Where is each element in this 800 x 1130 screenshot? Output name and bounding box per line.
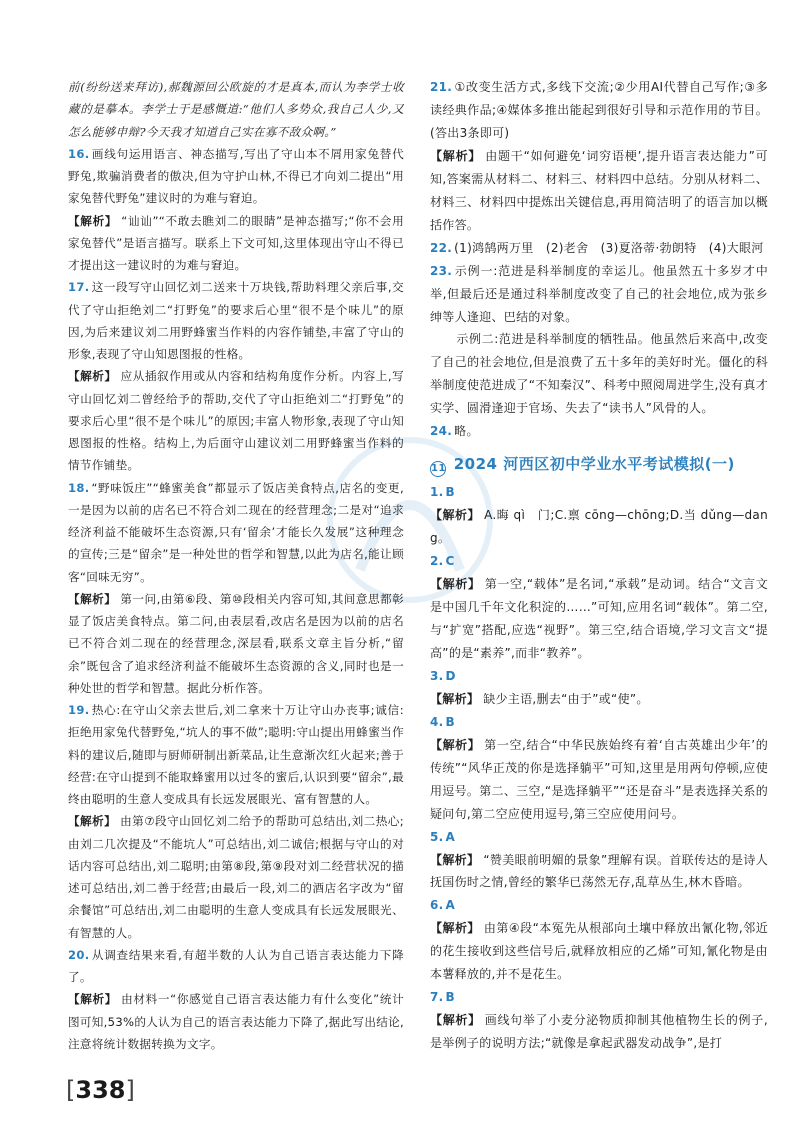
analysis-text [430,504,768,550]
analysis-text [430,917,768,986]
mc-item [430,550,768,665]
question-number: 3. [430,668,444,683]
analysis-label: 【解析】 [430,577,481,592]
right-answer-list [430,76,768,443]
answer-body: 热心:在守山父亲去世后,刘二拿来十万让守山办丧事;诚信:拒绝用家兔代替野兔,“坑人的事不做”;聪明:守山提出用蜂蜜当作料的建议后,随即与厨师研制出新菜品,让生意渐次红火起来;善于经营:在守山提到不能取蜂蜜用以过冬的蜜后,认识到要“留余”,最终由聪明的生意人变成具有长远发展眼光、富有智慧的人。 [68,703,404,806]
mc-answer: C [445,554,455,569]
question-number: 2. [430,554,444,569]
answer-item [430,237,768,260]
analysis-body: 第一空,“载体”是名词,“承载”是动词。结合“文言文是中国几千年文化积淀的……”可知,应用名词“载体”。第二空,与“扩宽”搭配,应选“视野”。第三空,结合语境,学习文言文“提高”的是“素养”,而非“教养”。 [430,577,769,660]
left-answer-list [68,143,404,1055]
answer-body: 示例一:范进是科举制度的幸运儿。他虽然五十多岁才中举,但最后还是通过科举制度改变了自己的社会地位,成为张乡绅等人逢迎、巴结的对象。 [430,263,768,324]
answer-item [430,76,768,237]
analysis-text [68,988,404,1055]
answer-item [68,477,404,700]
analysis-body: 画线句举了小麦分泌物质抑制其他植物生长的例子,是举例子的说明方法;“就像是拿起武器发动战争”,是打 [430,1013,769,1051]
answer-item [68,276,404,476]
answer-body: ①改变生活方式,多线下交流;②少用AI代替自己写作;③多读经典作品;④媒体多推出能起到很好引导和示范作用的节目。(答出3条即可) [430,80,768,140]
question-number: 21. [430,80,453,94]
mc-answer-line [430,894,768,917]
analysis-label: 【解析】 [430,852,480,867]
analysis-body: 由材料一“你感觉自己语言表达能力有什么变化”统计图可知,53%的人认为自己的语言表达能力下降了,据此写出结论,注意将统计数据转换为文字。 [68,992,404,1051]
mc-answer: A [445,898,456,913]
analysis-text [430,688,768,711]
mc-answer: B [445,714,455,729]
answer-text [430,260,768,329]
mc-answer-line [430,665,768,688]
answer-item [68,143,404,277]
mc-answer-line [430,986,768,1009]
analysis-label: 【解析】 [430,691,480,706]
answer-extra: 示例二:范进是科举制度的牺牲品。他虽然后来高中,改变了自己的社会地位,但是浪费了五十多年的美好时光。僵化的科举制度使范进成了“不知秦汉”、科考中照阅周进学生,没有真才实学、圆滑逢迎于官场、失去了“读书人”风骨的人。 [430,332,768,416]
mc-answer-line [430,826,768,849]
answer-text [430,420,768,443]
analysis-label: 【解析】 [68,814,117,829]
question-number: 20. [68,947,90,962]
question-number: 19. [68,703,90,717]
answer-text [68,276,404,365]
answer-item [68,699,404,944]
left-column [68,76,404,1055]
mc-answer: D [445,668,456,683]
mc-item [430,711,768,826]
analysis-label: 【解析】 [430,737,481,752]
mc-answer-line [430,550,768,573]
question-number: 18. [68,480,90,495]
analysis-body: 由第⑦段守山回忆刘二给予的帮助可总结出,刘二热心;由刘二几次提及“不能坑人”可总结出,刘二诚信;根据与守山的对话内容可总结出,刘二聪明;由第⑧段,第⑨段对刘二经营状况的描述可总结出,刘二善于经营;由最后一段,刘二的酒店名字改为“留余餐馆”可总结出,刘二由聪明的生意人变成具有长远发展眼光、有智慧的人。 [68,814,404,940]
analysis-text [68,810,404,944]
analysis-label: 【解析】 [430,921,480,936]
mc-item [430,986,768,1055]
multiple-choice-answers [430,481,768,1055]
answer-text [430,237,768,260]
question-number: 22. [430,240,453,255]
answer-body: 从调查结果来看,有超半数的人认为自己语言表达能力下降了。 [68,947,404,984]
analysis-text [430,573,768,665]
question-number: 24. [430,424,453,439]
answer-body: “野味饭庄”“蜂蜜美食”都显示了饭店美食特点,店名的变更,一是因为以前的店名已不符合刘二现在的经营理念;二是对“追求经济利益不能破坏生态资源,只有‘留余’才能长久发展”这种理念的宣传;三是“留余”是一种处世的哲学和智慧,以此为店名,能让顾客“回味无穷”。 [68,480,404,584]
answer-text [430,76,768,145]
analysis-text [430,1009,768,1055]
answer-item [430,420,768,443]
page-number: [338] [66,1076,135,1104]
mc-answer: B [445,485,455,500]
question-number: 16. [68,146,90,161]
section-title: 2024 河西区初中学业水平考试模拟(一) [453,455,735,474]
analysis-label: 【解析】 [68,213,118,228]
question-number: 17. [68,280,90,295]
analysis-label: 【解析】 [430,508,481,523]
mc-answer: A [445,829,456,844]
mc-item [430,665,768,711]
analysis-body: 第一空,结合“中华民族始终有着‘自古英雄出少年’的传统”“风华正茂的你是选择躺平”可知,这里是用两句停顿,应使用逗号。第二、三空,“是选择躺平”“还是奋斗”是表选择关系的疑问句,第二空应使用逗号,第三空应使用问号。 [430,737,768,821]
question-number: 4. [430,714,444,729]
analysis-body: 应从插叙作用或从内容和结构角度作分析。内容上,写守山回忆刘二曾经给予的帮助,交代了守山拒绝刘二“打野兔”的要求后心里“很不是个味儿”的原因;丰富人物形象,表现了守山知恩图报的性格。结构上,为后面守山建议刘二用野蜂蜜当作料的情节作铺垫。 [68,369,404,473]
analysis-label: 【解析】 [430,148,482,163]
analysis-label: 【解析】 [68,591,117,606]
question-number: 7. [430,990,444,1005]
analysis-body: “讪讪”“不敢去瞧刘二的眼睛”是神态描写;“你不会用家兔替代”是语言描写。联系上下文可知,这里体现出守山不得已才提出这一建议时的为难与窘迫。 [68,213,404,272]
analysis-body: 由第④段“本冤先从根部向土壤中释放出氰化物,邻近的花生接收到这些信号后,就释放相应的乙烯”可知,氰化物是由本薯释放的,并不是花生。 [430,921,768,982]
question-number: 6. [430,898,444,913]
question-number: 1. [430,485,444,500]
intro-paragraph: 前(纷纷送来拜访),郝魏源回公欧旋的才是真本,而认为李学士收藏的是摹本。李学士于是感慨道:“他们人多势众,我自己人少,又怎么能够申辩?今天我才知道自己实在寡不敌众啊。” [68,80,404,139]
analysis-text [68,365,404,476]
analysis-text [430,849,768,895]
answer-body: 略。 [454,424,479,439]
mc-answer-line [430,711,768,734]
analysis-body: “赞美眼前明媚的景象”理解有误。首联传达的是诗人抚国伤时之情,曾经的繁华已荡然无存,乱草丛生,林木昏暗。 [430,852,768,890]
analysis-text [430,734,768,826]
answer-body: 画线句运用语言、神态描写,写出了守山本不屑用家兔替代野兔,欺骗消费者的傲决,但为守护山林,不得已才向刘二提出“用家兔替代野兔”建议时的为难与窘迫。 [68,146,404,206]
analysis-label: 【解析】 [68,992,118,1007]
answer-text [68,699,404,810]
analysis-text [430,145,768,237]
analysis-body: 缺少主语,删去“由于”或“使”。 [483,691,649,706]
section-number-icon: 11 [430,461,446,477]
right-column [430,76,768,1055]
analysis-body: A.晦 qì 门;C.禀 cōng—chōng;D.当 dǔng—dang。 [430,508,768,546]
mc-answer: B [445,990,455,1005]
analysis-text [68,210,404,277]
answer-item [430,260,768,421]
answer-item [68,944,404,1055]
answer-text [68,143,404,210]
mc-answer-line [430,481,768,504]
section-heading [430,451,768,477]
mc-item [430,894,768,986]
analysis-body: 由题干“如何避免‘词穷语梗’,提升语言表达能力”可知,答案需从材料二、材料三、材料四中总结。分别从材料二、材料三、材料四中提炼出关键信息,再用简洁明了的语言加以概括作答。 [430,148,768,232]
question-number: 23. [430,263,453,278]
analysis-body: 第一问,由第⑥段、第⑩段相关内容可知,其间意思都彰显了饭店美食特点。第二问,由表层看,改店名是因为以前的店名已不符合刘二现在的经营理念,深层看,联系文章主旨分析,“留余”既包含了追求经济利益不能破坏生态资源的含义,同时也是一种处世的哲学和智慧。据此分析作答。 [68,591,404,695]
answer-body: 这一段写守山回忆刘二送来十万块钱,帮助料理父亲后事,交代了守山拒绝刘二“打野兔”的要求后心里“很不是个味儿”的原因,为后来建议刘二用野蜂蜜当作料的内容作铺垫,丰富了守山的形象,表现了守山知恩图报的性格。 [68,280,404,361]
analysis-label: 【解析】 [68,369,117,384]
question-number: 5. [430,829,444,844]
mc-item [430,481,768,550]
analysis-label: 【解析】 [430,1013,481,1028]
mc-item [430,826,768,895]
answer-text [68,477,404,588]
analysis-text [68,588,404,699]
answer-text [68,944,404,989]
answer-body: (1)鸿鹄两万里 (2)老舍 (3)夏洛蒂·勃朗特 (4)大眼河 [454,240,764,255]
